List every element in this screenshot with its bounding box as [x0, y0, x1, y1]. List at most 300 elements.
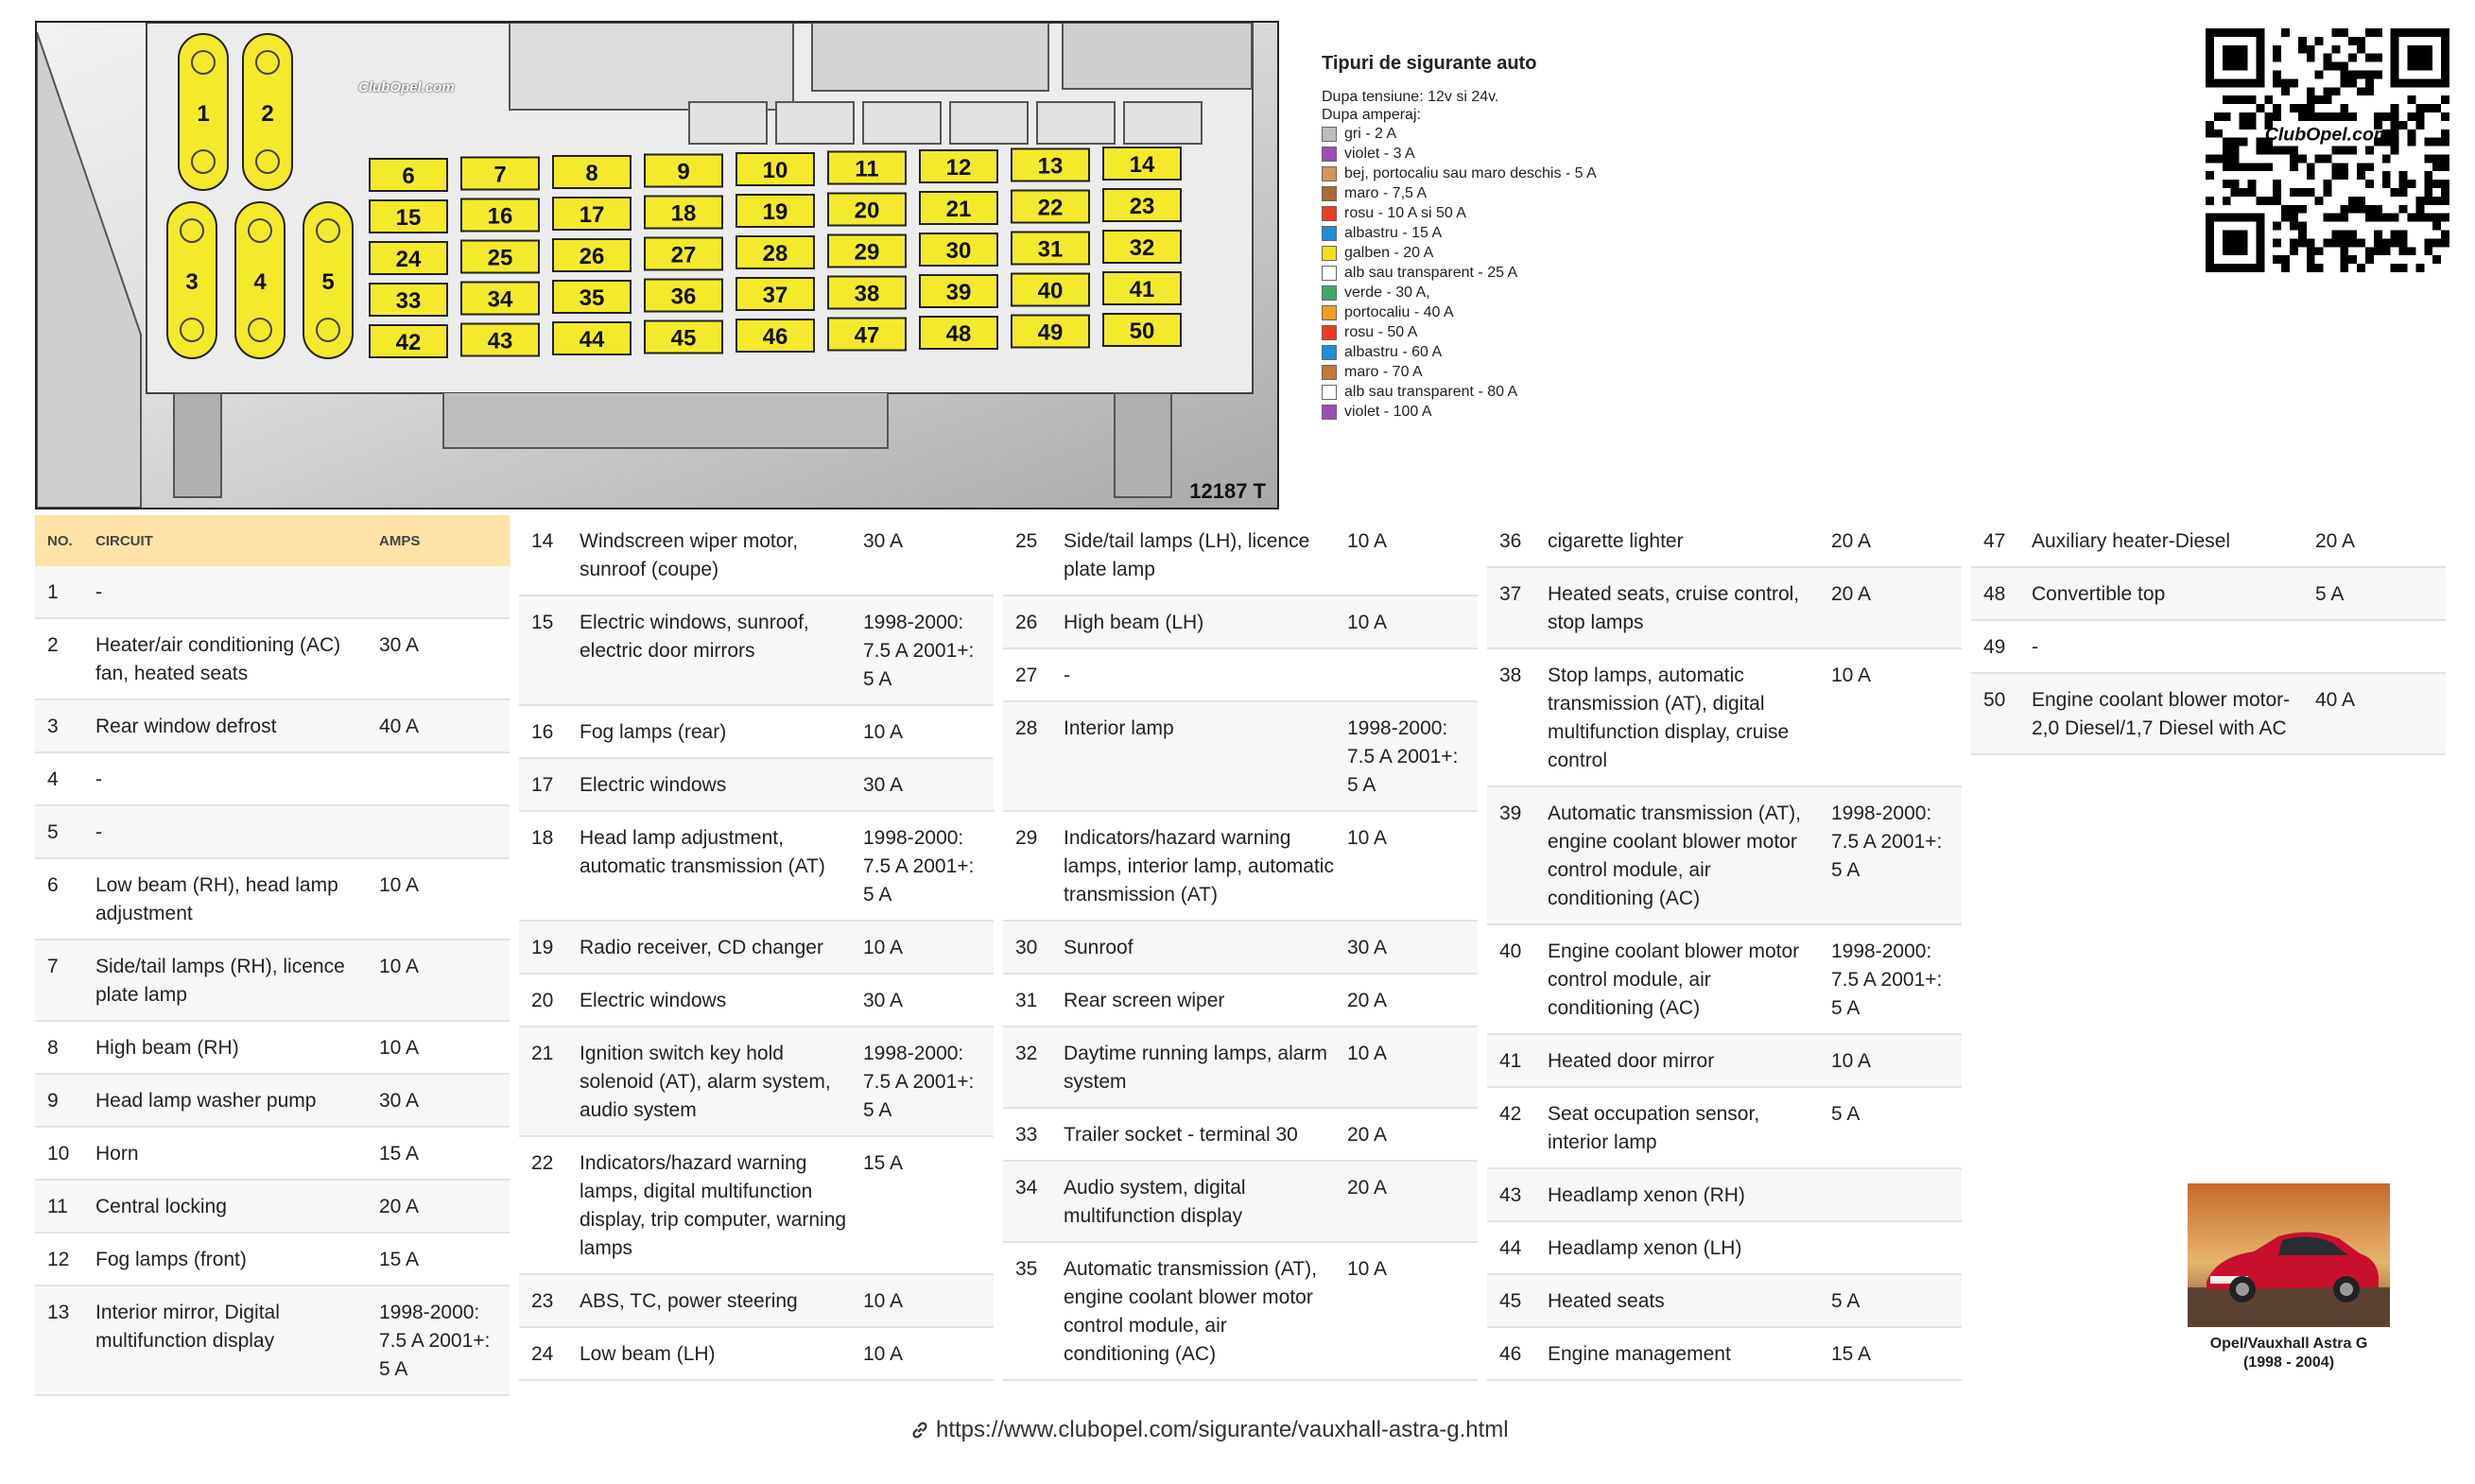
fuse-number: 1 — [47, 581, 59, 603]
qr-module — [2357, 70, 2365, 78]
qr-module — [2432, 222, 2441, 231]
qr-module — [2340, 112, 2348, 121]
qr-module — [2340, 238, 2348, 247]
qr-module — [2223, 147, 2231, 155]
qr-module — [2441, 214, 2449, 222]
qr-module — [2290, 222, 2298, 231]
qr-module — [2290, 104, 2298, 112]
qr-module — [2365, 214, 2374, 222]
fuse-amps: 10 A — [1347, 1258, 1388, 1280]
qr-module — [2273, 238, 2281, 247]
qr-module — [2264, 147, 2273, 155]
qr-module — [2399, 171, 2408, 180]
qr-module — [2432, 180, 2441, 188]
qr-module — [2432, 214, 2441, 222]
qr-module — [2315, 37, 2324, 45]
qr-module — [2324, 188, 2332, 197]
qr-module — [2441, 138, 2449, 147]
fuse-amps: 5 A — [2315, 583, 2345, 605]
fuse-amps: 10 A — [1831, 664, 1872, 686]
fuse-circuit: Heater/air conditioning (AC) fan, heated seats — [95, 634, 341, 684]
fuse-table-column — [519, 515, 994, 1381]
fuse-slot-label: 31 — [1037, 236, 1064, 263]
fuse-number: 17 — [531, 774, 554, 796]
fuse-slot-label: 11 — [855, 156, 879, 182]
qr-module — [2432, 104, 2441, 112]
empty-slot — [689, 102, 767, 144]
qr-module — [2340, 78, 2348, 87]
qr-module — [2273, 188, 2281, 197]
qr-module — [2331, 147, 2340, 155]
qr-module — [2307, 95, 2315, 104]
qr-module — [2264, 163, 2273, 171]
qr-module — [2281, 28, 2290, 37]
color-swatch — [1322, 147, 1337, 162]
qr-module — [2399, 231, 2408, 239]
fuse-slot-label: 32 — [1129, 235, 1155, 261]
qr-module — [2240, 138, 2248, 147]
legend-item-label: alb sau transparent - 25 A — [1344, 264, 1518, 281]
qr-module — [2206, 154, 2214, 163]
qr-module — [2365, 70, 2374, 78]
fuse-circuit: High beam (RH) — [95, 1037, 239, 1059]
fuse-circuit: Interior lamp — [1064, 717, 1174, 739]
fuse-number: 32 — [1015, 1043, 1038, 1064]
qr-module — [2307, 247, 2315, 255]
legend-item — [1322, 362, 1719, 382]
fuse-amps: 15 A — [379, 1143, 420, 1165]
qr-module — [2307, 87, 2315, 95]
legend-item — [1322, 144, 1719, 164]
qr-module — [2441, 154, 2449, 163]
qr-module — [2391, 238, 2399, 247]
car-caption-model: Opel/Vauxhall Astra G — [2209, 1336, 2368, 1352]
qr-module — [2273, 197, 2281, 205]
qr-module — [2348, 231, 2357, 239]
qr-module — [2382, 171, 2391, 180]
fuse-circuit: Headlamp xenon (RH) — [1548, 1184, 1745, 1206]
legend-amperage: Dupa amperaj: — [1322, 107, 1421, 123]
qr-module — [2331, 238, 2340, 247]
fuse-amps — [379, 566, 510, 617]
fuse-box-drawing — [37, 23, 1277, 508]
fuse-amps — [379, 806, 510, 857]
fuse-slot-label: 48 — [945, 321, 972, 347]
qr-module — [2273, 147, 2281, 155]
table-row — [519, 1275, 994, 1328]
fuse-number: 15 — [531, 612, 554, 633]
fuse-number: 18 — [531, 827, 554, 849]
fuse-slot-label: 19 — [762, 199, 788, 225]
fuse-table-column — [1971, 515, 2446, 755]
color-swatch — [1322, 325, 1337, 340]
qr-module — [2399, 180, 2408, 188]
qr-module — [2415, 197, 2424, 205]
legend-item-label: albastru - 60 A — [1344, 343, 1443, 360]
fuse-slot-label: 26 — [579, 244, 605, 269]
qr-module — [2231, 147, 2240, 155]
qr-module — [2331, 62, 2340, 71]
qr-module — [2206, 171, 2214, 180]
fuse-circuit: Convertible top — [2032, 583, 2166, 605]
source-url[interactable]: https://www.clubopel.com/sigurante/vauxhall-astra-g.html — [936, 1417, 1509, 1442]
qr-module — [2324, 238, 2332, 247]
table-row — [1003, 702, 1478, 812]
table-row — [35, 806, 510, 859]
qr-module — [2247, 188, 2256, 197]
qr-module — [2298, 188, 2307, 197]
car-caption — [2165, 1335, 2413, 1372]
qr-module — [2348, 147, 2357, 155]
legend-item-label: maro - 70 A — [1344, 363, 1423, 380]
fuse-slot-label: 30 — [945, 238, 972, 264]
fuse-circuit: Indicators/hazard warning lamps, interior lamp, automatic transmission (AT) — [1064, 827, 1334, 906]
fuse-amps: 30 A — [379, 1090, 420, 1112]
fuse-number: 4 — [47, 768, 59, 790]
fuse-slot-label: 46 — [762, 324, 788, 350]
table-row — [1971, 621, 2446, 674]
qr-module — [2357, 171, 2365, 180]
fuse-amps — [379, 753, 510, 804]
fuse-number: 9 — [47, 1090, 59, 1112]
header-amps: AMPS — [379, 532, 421, 549]
qr-module — [2298, 205, 2307, 214]
fuse-number: 34 — [1015, 1177, 1038, 1199]
color-swatch — [1322, 285, 1337, 301]
fuse-slot-label: 20 — [854, 198, 880, 224]
fuse-amps: 40 A — [379, 716, 420, 737]
qr-module — [2281, 87, 2290, 95]
qr-module — [2247, 180, 2256, 188]
fuse-circuit: - — [95, 821, 102, 843]
legend-item-label: violet - 3 A — [1344, 145, 1415, 162]
qr-module — [2331, 214, 2340, 222]
qr-module — [2290, 238, 2298, 247]
fuse-circuit: Fog lamps (front) — [95, 1249, 247, 1270]
qr-module — [2357, 205, 2365, 214]
table-row — [35, 1128, 510, 1181]
fuse-number: 39 — [1499, 802, 1522, 824]
relay-block — [510, 23, 793, 110]
qr-module — [2424, 138, 2432, 147]
fuse-number: 41 — [1499, 1050, 1522, 1072]
qr-module — [2382, 112, 2391, 121]
qr-module — [2281, 264, 2290, 272]
legend-item — [1322, 322, 1719, 342]
fuse-amps: 30 A — [863, 990, 904, 1011]
qr-module — [2399, 188, 2408, 197]
qr-module — [2374, 238, 2382, 247]
qr-module — [2223, 45, 2248, 71]
qr-module — [2365, 54, 2374, 62]
legend-item-label: bej, portocaliu sau maro deschis - 5 A — [1344, 164, 1597, 181]
fuse-number: 45 — [1499, 1290, 1522, 1312]
fuse-circuit: Interior mirror, Digital multifunction display — [95, 1302, 280, 1352]
qr-module — [2357, 45, 2365, 54]
qr-module — [2408, 214, 2416, 222]
qr-module — [2223, 95, 2231, 104]
fuse-circuit: Heated seats, cruise control, stop lamps — [1548, 583, 1800, 633]
table-row — [35, 1022, 510, 1075]
legend-voltage: Dupa tensiune: 12v si 24v. — [1322, 89, 1499, 105]
fuse-slot-label: 40 — [1037, 278, 1064, 304]
qr-module — [2273, 112, 2281, 121]
qr-module — [2298, 238, 2307, 247]
fuse-amps: 10 A — [863, 1343, 904, 1365]
qr-module — [2340, 214, 2348, 222]
table-row — [35, 619, 510, 700]
fuse-circuit: Side/tail lamps (RH), licence plate lamp — [95, 956, 345, 1006]
fuse-slot-label: 34 — [487, 286, 513, 313]
fuse-number: 23 — [531, 1290, 554, 1312]
fuse-circuit: - — [95, 581, 102, 603]
qr-module — [2290, 163, 2298, 171]
qr-module — [2424, 214, 2432, 222]
qr-module — [2290, 214, 2298, 222]
fuse-circuit: Heated door mirror — [1548, 1050, 1715, 1072]
fuse-slot-label: 28 — [762, 241, 788, 267]
qr-module — [2408, 138, 2416, 147]
legend-item — [1322, 223, 1719, 243]
housing-leg — [174, 393, 221, 497]
fuse-number: 10 — [47, 1143, 70, 1165]
qr-module — [2264, 95, 2273, 104]
table-row — [519, 515, 994, 596]
qr-module — [2348, 78, 2357, 87]
table-row — [1003, 1243, 1478, 1381]
legend-item — [1322, 183, 1719, 203]
qr-module — [2324, 154, 2332, 163]
color-swatch — [1322, 166, 1337, 181]
fuse-number: 20 — [531, 990, 554, 1011]
fuse-slot-label: 47 — [854, 322, 880, 349]
fuse-amps: 20 A — [1347, 1124, 1388, 1146]
large-fuse-label: 4 — [253, 269, 267, 295]
fuse-amps: 1998-2000: 7.5 A 2001+: 5 A — [379, 1302, 491, 1380]
source-link[interactable] — [909, 1417, 1509, 1443]
table-row — [35, 566, 510, 619]
fuse-slot-label: 35 — [579, 285, 605, 311]
qr-module — [2441, 238, 2449, 247]
qr-module — [2324, 112, 2332, 121]
qr-module — [2273, 222, 2281, 231]
qr-module — [2365, 180, 2374, 188]
table-row — [1487, 568, 1962, 649]
qr-module — [2340, 28, 2348, 37]
fuse-slot-label: 9 — [677, 159, 690, 185]
fuse-circuit: Auxiliary heater-Diesel — [2032, 530, 2231, 552]
fuse-circuit: Audio system, digital multifunction display — [1064, 1177, 1246, 1227]
qr-module — [2382, 214, 2391, 222]
qr-module — [2365, 78, 2374, 87]
qr-module — [2324, 87, 2332, 95]
fuse-circuit: Rear window defrost — [95, 716, 277, 737]
housing-clip — [443, 393, 888, 448]
qr-module — [2348, 255, 2357, 264]
qr-module — [2264, 197, 2273, 205]
qr-module — [2441, 163, 2449, 171]
fuse-amps: 10 A — [1347, 530, 1388, 552]
qr-module — [2315, 154, 2324, 163]
table-row — [1003, 596, 1478, 649]
qr-module — [2399, 205, 2408, 214]
qr-module — [2307, 163, 2315, 171]
fuse-amps: 30 A — [863, 774, 904, 796]
color-swatch — [1322, 385, 1337, 400]
qr-module — [2348, 238, 2357, 247]
housing-leg — [1115, 393, 1171, 497]
fuse-circuit: Low beam (LH) — [580, 1343, 716, 1365]
fuse-amps: 10 A — [863, 937, 904, 958]
legend-item — [1322, 124, 1719, 144]
fuse-slot-label: 41 — [1129, 277, 1155, 302]
fuse-slot-label: 22 — [1037, 195, 1064, 221]
fuse-slot-label: 6 — [402, 164, 415, 189]
fuse-circuit: Headlamp xenon (LH) — [1548, 1237, 1742, 1259]
qr-module — [2223, 163, 2231, 171]
fuse-slot-label: 21 — [945, 197, 972, 222]
qr-module — [2290, 205, 2298, 214]
fuse-number: 47 — [1983, 530, 2006, 552]
qr-module — [2365, 205, 2374, 214]
qr-module — [2331, 171, 2340, 180]
qr-module — [2256, 163, 2264, 171]
fuse-slot-label: 15 — [395, 205, 422, 231]
qr-module — [2391, 231, 2399, 239]
fuse-slot-label: 16 — [487, 203, 513, 230]
fuse-circuit: Engine coolant blower motor- 2,0 Diesel/1,7 Diesel with AC — [2032, 689, 2291, 739]
qr-module — [2298, 154, 2307, 163]
fuse-circuit: Engine management — [1548, 1343, 1731, 1365]
qr-module — [2415, 104, 2424, 112]
empty-slot — [863, 102, 941, 144]
table-row — [519, 1137, 994, 1275]
qr-module — [2214, 129, 2223, 138]
qr-module — [2281, 214, 2290, 222]
table-row — [1971, 568, 2446, 621]
qr-module — [2340, 163, 2348, 171]
qr-module — [2432, 255, 2441, 264]
table-row — [1003, 1109, 1478, 1162]
fuse-number: 11 — [47, 1196, 68, 1217]
qr-module — [2273, 255, 2281, 264]
table-header — [35, 515, 510, 566]
qr-module — [2357, 197, 2365, 205]
qr-module — [2340, 147, 2348, 155]
qr-module — [2298, 112, 2307, 121]
fuse-circuit: Low beam (RH), head lamp adjustment — [95, 874, 338, 924]
table-row — [1487, 787, 1962, 925]
table-row — [35, 859, 510, 940]
qr-module — [2340, 104, 2348, 112]
color-swatch — [1322, 206, 1337, 221]
qr-module — [2290, 188, 2298, 197]
qr-module — [2382, 180, 2391, 188]
fuse-circuit: - — [95, 768, 102, 790]
table-row — [1003, 975, 1478, 1027]
table-row — [1487, 1222, 1962, 1275]
fuse-number: 49 — [1983, 636, 2006, 658]
fuse-amps: 10 A — [1347, 1043, 1388, 1064]
fuse-number: 6 — [47, 874, 59, 896]
qr-module — [2382, 154, 2391, 163]
fuse-slot-label: 7 — [493, 162, 507, 188]
qr-module — [2223, 138, 2231, 147]
qr-module — [2432, 138, 2441, 147]
fuse-circuit: Rear screen wiper — [1064, 990, 1225, 1011]
fuse-number: 50 — [1983, 689, 2006, 711]
qr-module — [2348, 54, 2357, 62]
qr-module — [2331, 163, 2340, 171]
legend-item-label: galben - 20 A — [1344, 244, 1434, 261]
qr-module — [2415, 205, 2424, 214]
qr-module — [2357, 238, 2365, 247]
diagram-brand-watermark: ClubOpel.com — [358, 79, 455, 95]
legend-item — [1322, 203, 1719, 223]
qr-module — [2374, 54, 2382, 62]
qr-code-icon[interactable] — [2206, 28, 2449, 272]
qr-module — [2307, 255, 2315, 264]
qr-module — [2247, 121, 2256, 129]
fuse-circuit: Trailer socket - terminal 30 — [1064, 1124, 1298, 1146]
fuse-amps: 20 A — [1347, 1177, 1388, 1199]
table-row — [1487, 1275, 1962, 1328]
large-fuse-label: 5 — [321, 269, 335, 295]
table-row — [519, 1027, 994, 1137]
fuse-number: 44 — [1499, 1237, 1522, 1259]
color-swatch — [1322, 226, 1337, 241]
table-row — [519, 975, 994, 1027]
table-row — [1487, 1035, 1962, 1088]
fuse-amps: 1998-2000: 7.5 A 2001+: 5 A — [1831, 940, 1943, 1019]
qr-module — [2273, 78, 2281, 87]
qr-module — [2206, 121, 2214, 129]
qr-module — [2415, 121, 2424, 129]
qr-module — [2424, 247, 2432, 255]
fuse-amps: 10 A — [1347, 612, 1388, 633]
color-swatch — [1322, 266, 1337, 281]
fuse-slot-label: 17 — [579, 202, 605, 228]
fuse-amps — [1831, 1169, 1962, 1220]
qr-module — [2399, 121, 2408, 129]
table-row — [1003, 649, 1478, 702]
qr-module — [2206, 129, 2214, 138]
relay-block — [812, 23, 1048, 91]
fuse-amps: 20 A — [1831, 530, 1872, 552]
qr-module — [2432, 197, 2441, 205]
legend-item-label: maro - 7,5 A — [1344, 184, 1428, 201]
fuse-slot-label: 44 — [579, 327, 605, 353]
qr-module — [2357, 163, 2365, 171]
empty-slot — [1124, 102, 1202, 144]
qr-module — [2290, 78, 2298, 87]
qr-module — [2340, 264, 2348, 272]
fuse-amps: 10 A — [863, 721, 904, 743]
table-row — [1487, 1328, 1962, 1381]
qr-module — [2256, 104, 2264, 112]
legend-item — [1322, 342, 1719, 362]
legend-item — [1322, 263, 1719, 283]
legend-items — [1322, 124, 1719, 422]
qr-module — [2231, 138, 2240, 147]
table-row — [519, 812, 994, 922]
qr-module — [2307, 54, 2315, 62]
fuse-slot-label: 39 — [945, 280, 972, 305]
table-row — [519, 596, 994, 706]
qr-module — [2424, 154, 2432, 163]
qr-module — [2340, 247, 2348, 255]
fuse-circuit: Central locking — [95, 1196, 227, 1217]
